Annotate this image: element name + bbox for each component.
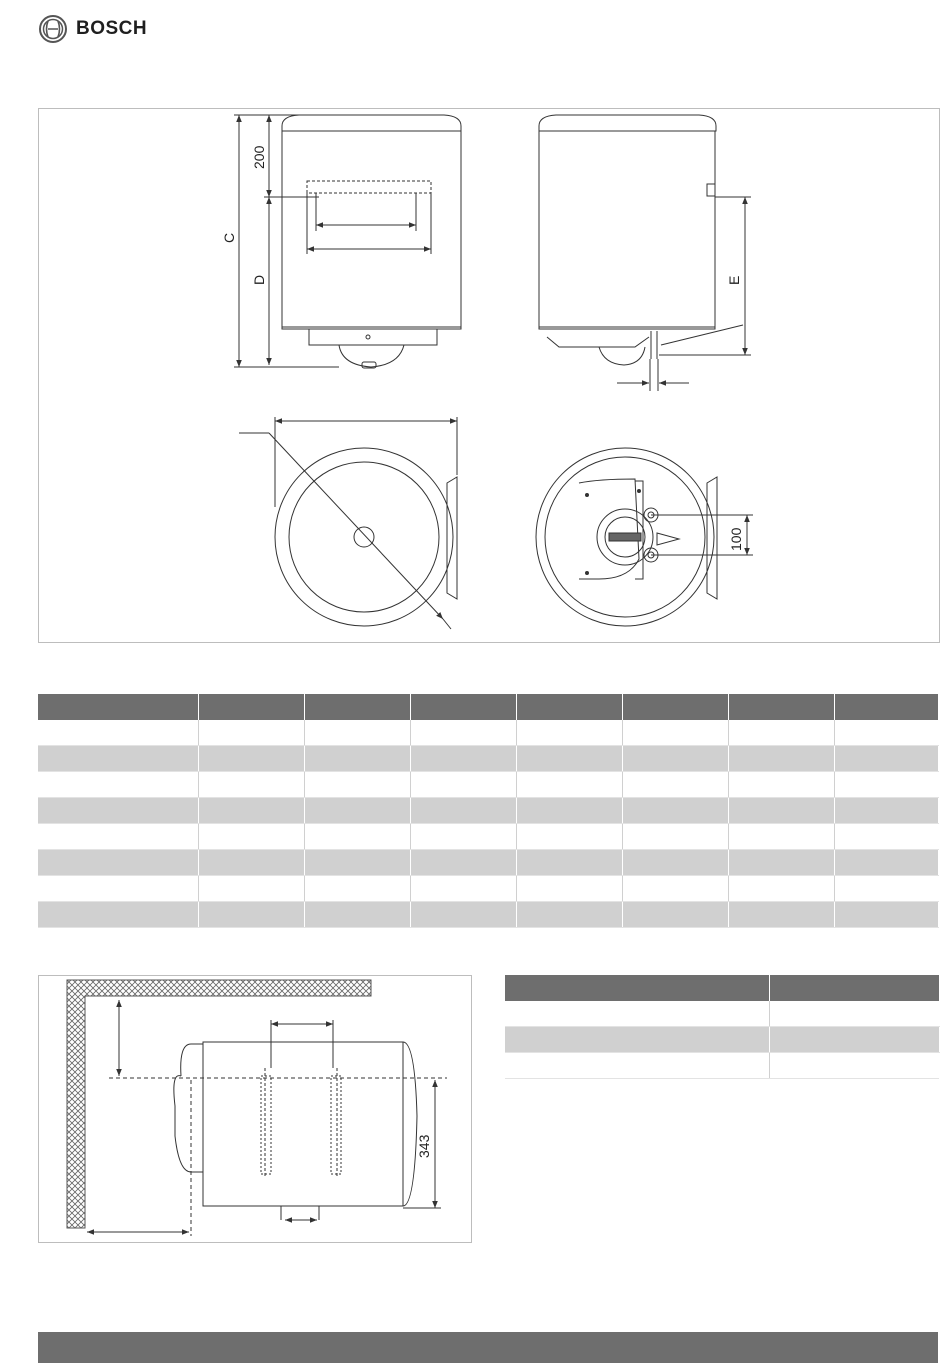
table-header-row bbox=[38, 694, 938, 720]
label-d: D bbox=[251, 274, 267, 285]
table-row bbox=[38, 902, 938, 928]
footer-bar bbox=[38, 1332, 938, 1363]
front-view bbox=[234, 115, 461, 368]
table-row bbox=[38, 746, 938, 772]
table-row bbox=[505, 1027, 939, 1053]
label-e: E bbox=[726, 275, 742, 285]
bosch-armature-logo-icon bbox=[38, 14, 68, 44]
label-200: 200 bbox=[251, 145, 267, 169]
table-row bbox=[38, 772, 938, 798]
label-100: 100 bbox=[728, 527, 744, 551]
clearance-table bbox=[505, 975, 940, 1079]
table-row bbox=[38, 850, 938, 876]
dimension-drawing bbox=[39, 109, 939, 642]
table-row bbox=[38, 720, 938, 746]
plan-view-right bbox=[536, 448, 753, 626]
brand-logo bbox=[38, 14, 147, 44]
table-row bbox=[505, 1001, 939, 1027]
plan-view-left bbox=[239, 417, 457, 629]
table-row bbox=[38, 798, 938, 824]
installation-drawing bbox=[39, 976, 471, 1242]
side-view bbox=[539, 115, 751, 391]
specification-table bbox=[38, 694, 939, 928]
table-row bbox=[38, 876, 938, 902]
table-row bbox=[505, 1053, 939, 1079]
label-343: 343 bbox=[416, 1134, 432, 1158]
installation-drawing-panel bbox=[38, 975, 472, 1243]
dimension-drawing-panel bbox=[38, 108, 940, 643]
table-header-row bbox=[505, 975, 939, 1001]
table-row bbox=[38, 824, 938, 850]
label-c: C bbox=[221, 232, 237, 243]
brand-name: BOSCH bbox=[76, 18, 148, 39]
